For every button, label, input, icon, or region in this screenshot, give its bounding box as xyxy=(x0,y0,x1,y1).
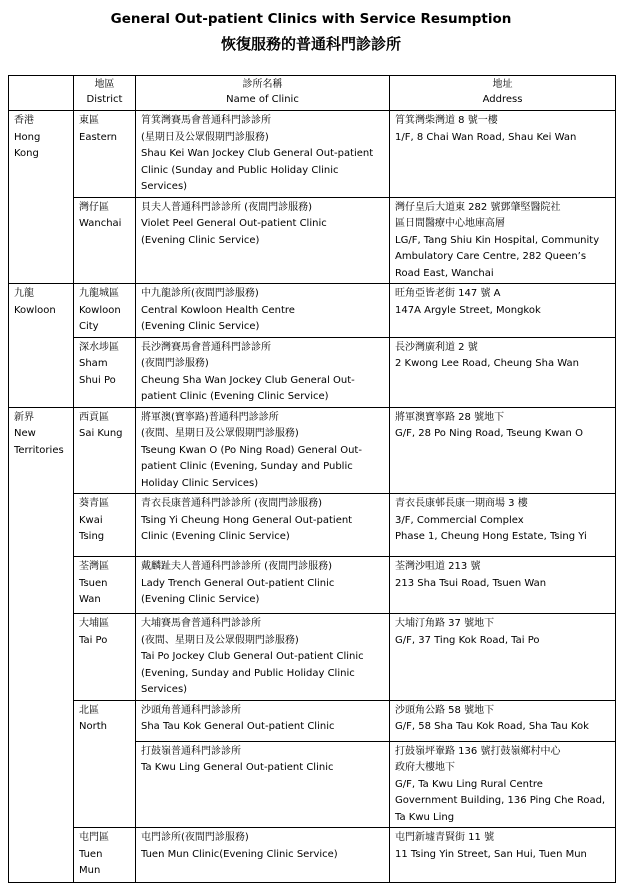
clinic-name-line: Tuen Mun Clinic(Evening Clinic Service) xyxy=(141,848,338,860)
clinic-name-line: 筲箕灣賽馬會普通科門診診所 xyxy=(141,115,271,126)
clinic-name-line: Tsing Yi Cheung Hong General Out-patient xyxy=(141,514,353,526)
clinic-name-cell xyxy=(136,741,390,828)
district-en: Sham xyxy=(79,358,108,369)
clinic-name-line: (Evening Clinic Service) xyxy=(141,321,260,332)
clinic-name-cell xyxy=(136,700,390,741)
district-zh: 西貢區 xyxy=(79,411,109,423)
address-cell xyxy=(390,337,616,407)
district-en: North xyxy=(79,721,107,732)
district-cell xyxy=(74,407,136,494)
address-line: Government Building, 136 Ping Che Road, xyxy=(395,795,606,806)
clinic-name-line: (Evening, Sunday and Public Holiday Clinic xyxy=(141,667,355,679)
clinic-name-line: 貝夫人普通科門診診所 (夜間門診服務) xyxy=(141,201,312,213)
address-cell xyxy=(390,197,616,284)
header-district-en: District xyxy=(86,94,123,105)
address-line: 灣仔皇后大道東 282 號鄧肇堅醫院社 xyxy=(395,201,561,213)
address-line: G/F, Ta Kwu Ling Rural Centre xyxy=(395,778,543,790)
clinic-name-line: Holiday Clinic Services) xyxy=(141,477,259,489)
address-line: 旺角亞皆老街 147 號 A xyxy=(395,288,501,299)
address-line: 打鼓嶺坪輋路 136 號打鼓嶺鄉村中心 xyxy=(395,745,561,757)
address-cell xyxy=(390,284,616,338)
clinic-name-line: (星期日及公眾假期門診服務) xyxy=(141,131,269,143)
region-cell xyxy=(9,111,74,284)
region-zh: 新界 xyxy=(14,411,34,423)
district-zh: 深水埗區 xyxy=(79,341,119,353)
address-line: 11 Tsing Yin Street, San Hui, Tuen Mun xyxy=(395,848,587,860)
clinic-name-line: Services) xyxy=(141,684,188,695)
district-en: Wanchai xyxy=(79,218,122,229)
district-en: Kwai xyxy=(79,514,103,526)
table-row xyxy=(9,700,616,741)
address-line: 沙頭角公路 58 號地下 xyxy=(395,704,495,716)
clinic-name-line: (夜間門診服務) xyxy=(141,358,209,369)
address-line: LG/F, Tang Shiu Kin Hospital, Community xyxy=(395,234,600,246)
clinic-name-cell xyxy=(136,284,390,338)
table-row xyxy=(9,557,616,614)
clinic-name-line: 沙頭角普通科門診診所 xyxy=(141,704,241,716)
table-row xyxy=(9,494,616,557)
address-line: 213 Sha Tsui Road, Tsuen Wan xyxy=(395,577,547,589)
table-row xyxy=(9,407,616,494)
region-en: New xyxy=(14,428,36,439)
address-line: 政府大樓地下 xyxy=(395,762,455,773)
address-line: 荃灣沙咀道 213 號 xyxy=(395,561,481,572)
clinic-name-line: patient Clinic (Evening, Sunday and Public xyxy=(141,461,353,472)
clinic-name-cell xyxy=(136,111,390,198)
clinic-name-line: (夜間、星期日及公眾假期門診服務) xyxy=(141,428,299,439)
region-cell xyxy=(9,407,74,883)
district-cell xyxy=(74,337,136,407)
region-en: Kowloon xyxy=(14,304,56,316)
address-line: 區日間醫療中心地庫高層 xyxy=(395,218,505,229)
clinic-table xyxy=(8,75,616,883)
address-line: 大埔汀角路 37 號地下 xyxy=(395,618,495,629)
district-zh: 葵青區 xyxy=(79,498,109,509)
header-clinic-zh: 診所名稱 xyxy=(242,79,283,90)
clinic-name-line: Clinic (Sunday and Public Holiday Clinic xyxy=(141,164,339,176)
clinic-name-line: 長沙灣賽馬會普通科門診診所 xyxy=(141,341,271,353)
address-cell xyxy=(390,111,616,198)
district-zh: 大埔區 xyxy=(79,618,109,629)
address-line: 青衣長康邨長康一期商場 3 樓 xyxy=(395,498,528,509)
address-cell xyxy=(390,700,616,741)
address-cell xyxy=(390,407,616,494)
address-line: 2 Kwong Lee Road, Cheung Sha Wan xyxy=(395,358,579,369)
clinic-name-line: Shau Kei Wan Jockey Club General Out-patient xyxy=(141,148,374,159)
district-zh: 東區 xyxy=(79,115,99,126)
region-cell xyxy=(9,284,74,408)
district-cell xyxy=(74,700,136,828)
clinic-name-line: Tseung Kwan O (Po Ning Road) General Out- xyxy=(141,444,362,456)
district-en: Tsuen xyxy=(79,577,108,589)
table-row xyxy=(9,337,616,407)
header-address-zh: 地址 xyxy=(492,79,513,90)
clinic-name-line: Services) xyxy=(141,181,188,192)
district-cell xyxy=(74,197,136,284)
address-line: Ta Kwu Ling xyxy=(395,811,455,823)
header-address-en: Address xyxy=(482,94,523,105)
clinic-name-line: Clinic (Evening Clinic Service) xyxy=(141,531,290,542)
address-cell xyxy=(390,557,616,614)
clinic-name-line: (Evening Clinic Service) xyxy=(141,234,260,246)
clinic-name-line: Tai Po Jockey Club General Out-patient Clinic xyxy=(141,651,364,662)
clinic-name-line: Lady Trench General Out-patient Clinic xyxy=(141,577,335,589)
address-line: 筲箕灣柴灣道 8 號一樓 xyxy=(395,115,498,126)
district-en: Tsing xyxy=(79,531,105,542)
address-line: G/F, 58 Sha Tau Kok Road, Sha Tau Kok xyxy=(395,721,589,732)
address-cell xyxy=(390,741,616,828)
clinic-name-line: 大埔賽馬會普通科門診診所 xyxy=(141,618,261,629)
header-row xyxy=(9,76,616,111)
clinic-name-line: Sha Tau Kok General Out-patient Clinic xyxy=(141,721,335,732)
district-en: Mun xyxy=(79,865,101,876)
header-district-zh: 地區 xyxy=(94,79,115,90)
district-en: Tai Po xyxy=(79,634,108,646)
header-address xyxy=(390,76,616,111)
address-line: 長沙灣廣利道 2 號 xyxy=(395,341,478,353)
district-en: Kowloon xyxy=(79,304,121,316)
header-region xyxy=(9,76,74,111)
clinic-name-line: 青衣長康普通科門診診所 (夜間門診服務) xyxy=(141,498,322,509)
district-en: Sai Kung xyxy=(79,428,123,439)
table-row xyxy=(9,614,616,701)
address-cell xyxy=(390,828,616,883)
header-clinic-en: Name of Clinic xyxy=(226,94,299,105)
table-row xyxy=(9,828,616,883)
address-line: Ambulatory Care Centre, 282 Queen’s xyxy=(395,251,587,262)
clinic-name-line: 中九龍診所(夜間門診服務) xyxy=(141,288,259,299)
region-en: Kong xyxy=(14,148,39,159)
clinic-name-line: Cheung Sha Wan Jockey Club General Out- xyxy=(141,374,355,386)
district-cell xyxy=(74,614,136,701)
district-en: Shui Po xyxy=(79,374,116,386)
clinic-name-cell xyxy=(136,407,390,494)
clinic-name-line: 將軍澳(寶寧路)普通科門診診所 xyxy=(141,411,279,423)
clinic-name-line: (Evening Clinic Service) xyxy=(141,594,260,605)
clinic-name-line: 打鼓嶺普通科門診診所 xyxy=(141,745,241,757)
district-zh: 九龍城區 xyxy=(79,288,119,299)
district-cell xyxy=(74,828,136,883)
clinic-name-cell xyxy=(136,494,390,557)
clinic-name-cell xyxy=(136,337,390,407)
district-cell xyxy=(74,494,136,557)
district-en: City xyxy=(79,321,99,332)
region-zh: 香港 xyxy=(14,115,34,126)
clinic-name-line: 屯門診所(夜間門診服務) xyxy=(141,832,249,843)
clinic-name-line: Ta Kwu Ling General Out-patient Clinic xyxy=(141,762,334,773)
region-en: Hong xyxy=(14,131,41,143)
table-row xyxy=(9,197,616,284)
district-cell xyxy=(74,284,136,338)
region-en: Territories xyxy=(14,444,64,456)
address-line: Phase 1, Cheung Hong Estate, Tsing Yi xyxy=(395,531,587,542)
district-en: Tuen xyxy=(79,848,103,860)
address-line: 屯門新墟青賢街 11 號 xyxy=(395,832,495,843)
header-clinic xyxy=(136,76,390,111)
clinic-name-cell xyxy=(136,614,390,701)
clinic-name-cell xyxy=(136,557,390,614)
clinic-name-cell xyxy=(136,828,390,883)
table-body xyxy=(9,111,616,883)
clinic-name-line: Violet Peel General Out-patient Clinic xyxy=(141,218,327,229)
address-line: 1/F, 8 Chai Wan Road, Shau Kei Wan xyxy=(395,131,577,143)
address-line: 147A Argyle Street, Mongkok xyxy=(395,304,541,316)
table-row xyxy=(9,111,616,198)
title-chinese: 恢復服務的普通科門診診所 xyxy=(220,35,401,53)
clinic-name-line: Central Kowloon Health Centre xyxy=(141,304,295,316)
address-cell xyxy=(390,494,616,557)
clinic-name-line: (夜間、星期日及公眾假期門診服務) xyxy=(141,634,299,646)
address-line: 3/F, Commercial Complex xyxy=(395,514,524,526)
district-zh: 荃灣區 xyxy=(79,561,109,572)
district-en: Wan xyxy=(79,594,101,605)
district-cell xyxy=(74,557,136,614)
address-cell xyxy=(390,614,616,701)
district-zh: 灣仔區 xyxy=(79,201,109,213)
table-row xyxy=(9,284,616,338)
address-line: G/F, 37 Ting Kok Road, Tai Po xyxy=(395,634,540,646)
address-line: Road East, Wanchai xyxy=(395,267,494,279)
clinic-name-line: patient Clinic (Evening Clinic Service) xyxy=(141,391,329,402)
clinic-name-line: 戴麟趾夫人普通科門診診所 (夜間門診服務) xyxy=(141,561,332,572)
district-zh: 北區 xyxy=(79,704,99,716)
district-en: Eastern xyxy=(79,131,118,143)
clinic-name-cell xyxy=(136,197,390,284)
title-english: General Out-patient Clinics with Service Resumption xyxy=(110,11,512,27)
address-line: G/F, 28 Po Ning Road, Tseung Kwan O xyxy=(395,428,583,439)
address-line: 將軍澳寶寧路 28 號地下 xyxy=(395,411,505,423)
district-cell xyxy=(74,111,136,198)
district-zh: 屯門區 xyxy=(79,832,109,843)
region-zh: 九龍 xyxy=(14,288,34,299)
header-district xyxy=(74,76,136,111)
